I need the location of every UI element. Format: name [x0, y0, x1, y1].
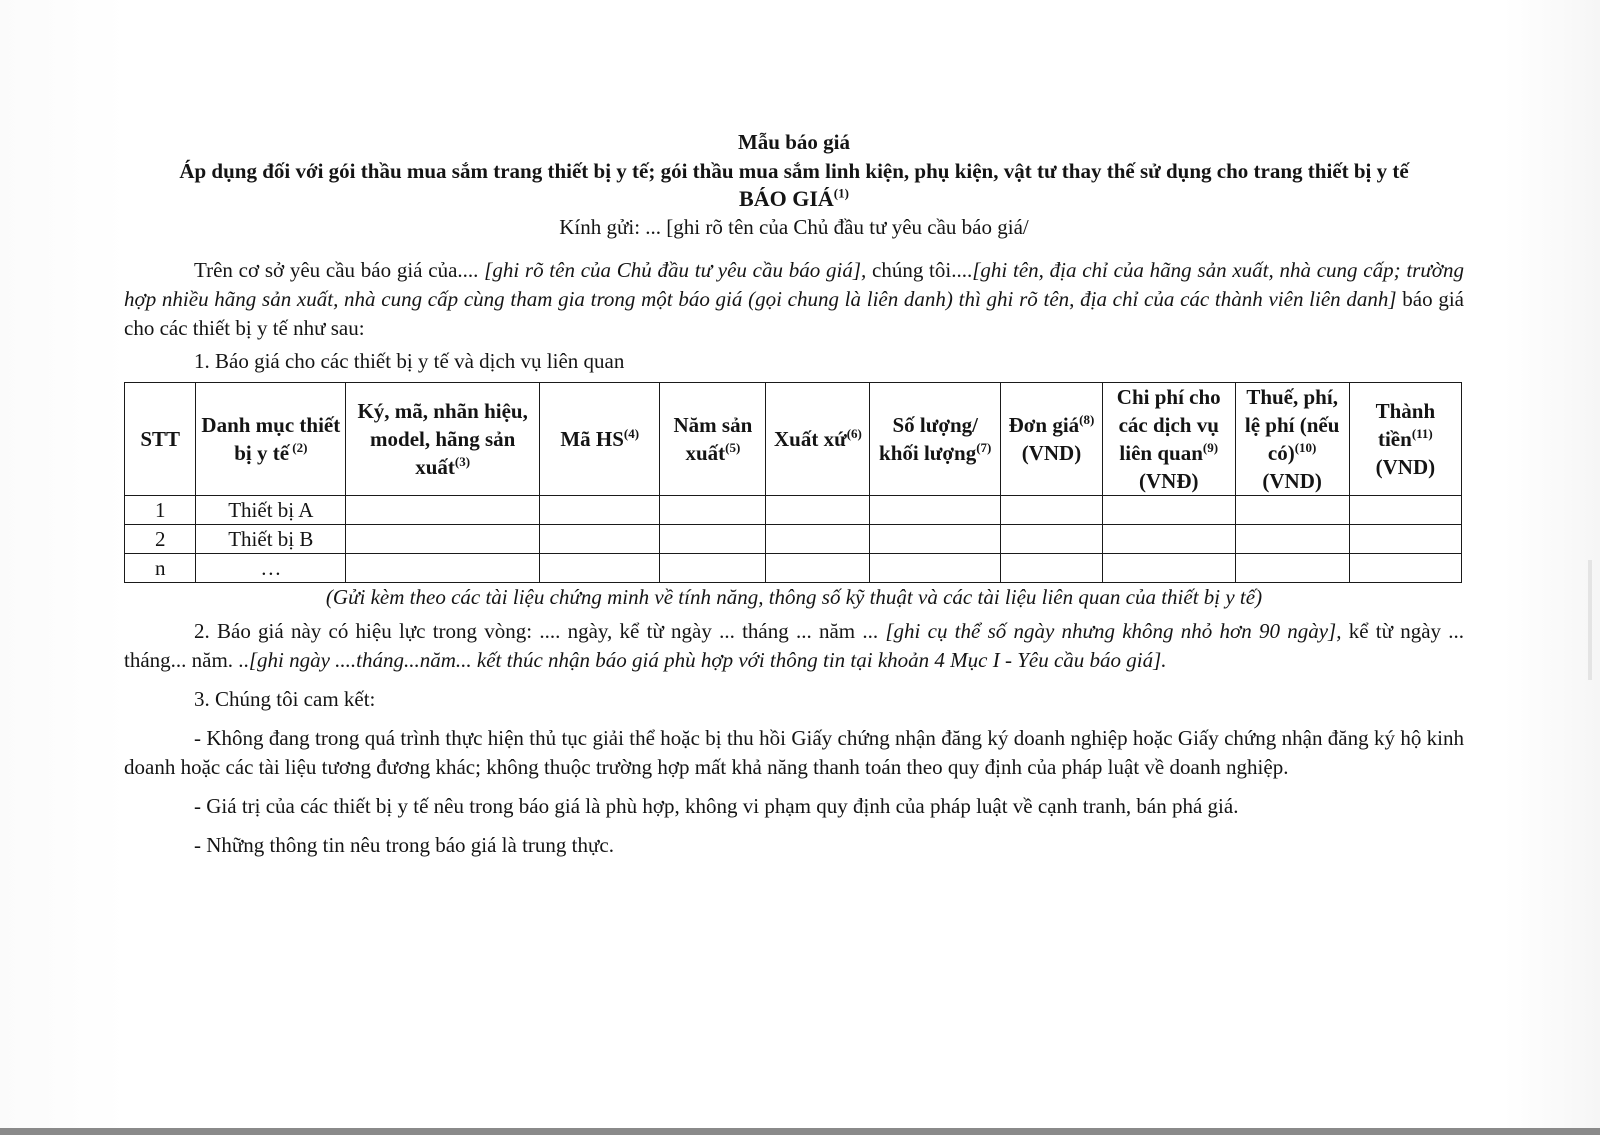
- quote-table: [124, 382, 1462, 583]
- empty-cell: [1235, 525, 1349, 554]
- col-header-tax: Thuế, phí, lệ phí (nếu có)$^{(10)}$ (VND): [1235, 383, 1349, 496]
- empty-cell: [766, 525, 870, 554]
- row-item: Thiết bị A: [196, 496, 346, 525]
- table-row: [125, 525, 1462, 554]
- intro-text-5: báo giá cho các thiết bị y tế như sau:: [124, 287, 1464, 340]
- addressee-line: Kính gửi: ... [ghi rõ tên của Chủ đầu tư yêu cầu báo giá/: [559, 215, 1029, 239]
- empty-cell: [1102, 554, 1235, 583]
- col-header-unit-price: Đơn giá$^{(8)}$ (VND): [1000, 383, 1102, 496]
- col-header-stt: STT: [125, 383, 196, 496]
- empty-cell: [766, 554, 870, 583]
- quote-title-text: BÁO GIÁ: [739, 186, 834, 211]
- empty-cell: [870, 525, 1001, 554]
- section1-heading: 1. Báo giá cho các thiết bị y tế và dịch vụ liên quan: [194, 349, 625, 373]
- empty-cell: [660, 554, 766, 583]
- document-body: [124, 128, 1464, 860]
- intro-paragraph: [124, 256, 1464, 343]
- empty-cell: [870, 496, 1001, 525]
- quote-title: [124, 186, 1464, 212]
- scan-edge-mark: [1588, 560, 1592, 680]
- empty-cell: [1000, 496, 1102, 525]
- empty-cell: [1000, 525, 1102, 554]
- col-header-quantity: Số lượng/ khối lượng$^{(7)}$: [870, 383, 1001, 496]
- empty-cell: [1349, 525, 1461, 554]
- table-row: [125, 554, 1462, 583]
- validity-text-3: kể từ ngày ... tháng... năm. ..: [124, 619, 1465, 672]
- empty-cell: [346, 554, 540, 583]
- commitment-item: - Những thông tin nêu trong báo giá là trung thực.: [194, 833, 614, 857]
- table-note: (Gửi kèm theo các tài liệu chứng minh về tính năng, thông số kỹ thuật và các tài liệu liên quan của thiết bị y tế): [325, 585, 1263, 609]
- empty-cell: [540, 496, 660, 525]
- empty-cell: [346, 496, 540, 525]
- quote-title-footnote: (1): [833, 185, 849, 201]
- empty-cell: [1349, 496, 1461, 525]
- validity-text-4: [ghi ngày ....tháng...năm... kết thúc nhận báo giá phù hợp với thông tin tại khoản 4 Mục I - Yêu cầu báo giá].: [248, 648, 1167, 672]
- col-header-total: Thành tiền$^{(11)}$ (VND): [1349, 383, 1461, 496]
- empty-cell: [1102, 525, 1235, 554]
- section2-paragraph: [124, 617, 1464, 675]
- commitment-item: - Giá trị của các thiết bị y tế nêu trong báo giá là phù hợp, không vi phạm quy định của pháp luật về cạnh tranh, bán phá giá.: [194, 794, 1239, 818]
- intro-text-4: [ghi tên, địa chỉ của hãng sản xuất, nhà cung cấp; trường hợp nhiều hãng sản xuất, nhà cung cấp cùng tham gia trong một báo giá (gọi chung là liên danh) thì ghi rõ tên, địa chỉ của các thành viên liên danh]: [124, 258, 1465, 311]
- empty-cell: [1235, 554, 1349, 583]
- empty-cell: [1102, 496, 1235, 525]
- table-row: [125, 496, 1462, 525]
- col-header-model: Ký, mã, nhãn hiệu, model, hãng sản xuất$^{(3)}$: [346, 383, 540, 496]
- scan-bottom-edge: [0, 1128, 1600, 1135]
- row-stt: 2: [125, 525, 196, 554]
- section3-heading: 3. Chúng tôi cam kết:: [194, 687, 376, 711]
- intro-text-1: Trên cơ sở yêu cầu báo giá của....: [194, 258, 485, 282]
- commitment-item: - Không đang trong quá trình thực hiện thủ tục giải thể hoặc bị thu hồi Giấy chứng nhận đăng ký doanh nghiệp hoặc Giấy chứng nhận đăng ký hộ kinh doanh hoặc các tài liệu tương đương khác; không thuộc trường hợp mất khả năng thanh toán theo quy định của pháp luật về doanh nghiệp.: [124, 726, 1464, 779]
- row-item: Thiết bị B: [196, 525, 346, 554]
- row-stt: n: [125, 554, 196, 583]
- row-item: …: [196, 554, 346, 583]
- empty-cell: [1235, 496, 1349, 525]
- col-header-hs-code: Mã HS$^{(4)}$: [540, 383, 660, 496]
- quote-table-header: [125, 383, 1462, 496]
- form-title: Mẫu báo giá: [737, 130, 850, 154]
- validity-text-1: 2. Báo giá này có hiệu lực trong vòng: .... ngày, kể từ ngày ... tháng ... năm ...: [194, 619, 886, 643]
- col-header-service-cost: Chi phí cho các dịch vụ liên quan$^{(9)}$ (VNĐ): [1102, 383, 1235, 496]
- empty-cell: [766, 496, 870, 525]
- empty-cell: [1000, 554, 1102, 583]
- empty-cell: [1349, 554, 1461, 583]
- row-stt: 1: [125, 496, 196, 525]
- col-header-year: Năm sản xuất$^{(5)}$: [660, 383, 766, 496]
- empty-cell: [346, 525, 540, 554]
- col-header-origin: Xuất xứ$^{(6)}$: [766, 383, 870, 496]
- empty-cell: [540, 525, 660, 554]
- empty-cell: [870, 554, 1001, 583]
- empty-cell: [540, 554, 660, 583]
- intro-text-2: [ghi rõ tên của Chủ đầu tư yêu cầu báo giá],: [484, 258, 867, 282]
- validity-text-2: [ghi cụ thể số ngày nhưng không nhỏ hơn 90 ngày],: [885, 619, 1342, 643]
- applies-to-line: Áp dụng đối với gói thầu mua sắm trang thiết bị y tế; gói thầu mua sắm linh kiện, phụ kiện, vật tư thay thế sử dụng cho trang thiết bị y tế: [179, 159, 1409, 183]
- empty-cell: [660, 496, 766, 525]
- empty-cell: [660, 525, 766, 554]
- col-header-item: Danh mục thiết bị y tế $^{(2)}$: [196, 383, 346, 496]
- intro-text-3: chúng tôi....: [866, 258, 973, 282]
